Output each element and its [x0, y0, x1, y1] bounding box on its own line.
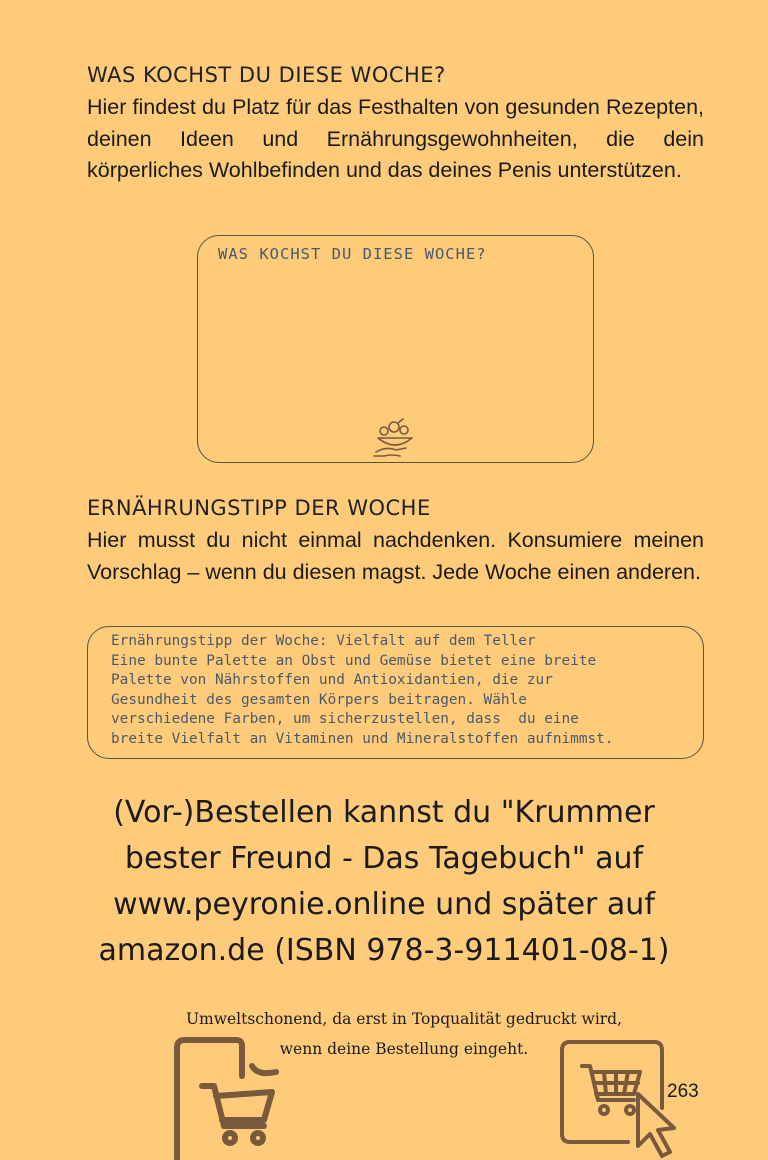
eco-print-note: Umweltschonend, da erst in Topqualität gedruckt wird, wenn deine Bestellung eingeht.: [185, 1010, 623, 1058]
tip-line: breite Vielfalt an Vitaminen und Mineralstoffen aufnimmst.: [111, 731, 614, 747]
cooking-notes-box-title: WAS KOCHST DU DIESE WOCHE?: [218, 245, 487, 263]
tip-line: Palette von Nährstoffen und Antioxidantien, die zur: [111, 672, 553, 689]
tip-line: Ernährungstipp der Woche: Vielfalt auf dem Teller: [111, 633, 536, 649]
phone-cart-icon: [172, 1036, 292, 1160]
order-promo-text: (Vor-)Bestellen kannst du "Krummer bester Freund - Das Tagebuch" auf www.peyronie.online und später auf amazon.de (ISBN 978-3-911401-08-1): [98, 795, 670, 968]
section-body-cooking: Hier findest du Platz für das Festhalten von gesunden Rezepten, deinen Ideen und Ernährungsgewohnheiten, die dein körperliches Wohlbefinden und das deines Penis unterstützen.: [87, 95, 704, 182]
tip-line: Eine bunte Palette an Obst und Gemüse bietet eine breite: [111, 652, 597, 669]
cooking-notes-box[interactable]: [197, 235, 594, 463]
nutrition-tip-box: [87, 626, 704, 759]
page-number: 263: [667, 1081, 699, 1102]
section-body-tip: Hier musst du nicht einmal nachdenken. Konsumiere meinen Vorschlag – wenn du diesen magst. Jede Woche einen anderen.: [87, 528, 704, 584]
section-heading-cooking: WAS KOCHST DU DIESE WOCHE?: [87, 63, 446, 87]
tip-line: Gesundheit des gesamten Körpers beitragen. Wähle: [111, 691, 527, 708]
food-bowl-icon: [370, 418, 420, 460]
tip-line: verschiedene Farben, um sicherzustellen, dass du eine: [111, 711, 579, 728]
section-heading-tip: ERNÄHRUNGSTIPP DER WOCHE: [87, 496, 431, 520]
